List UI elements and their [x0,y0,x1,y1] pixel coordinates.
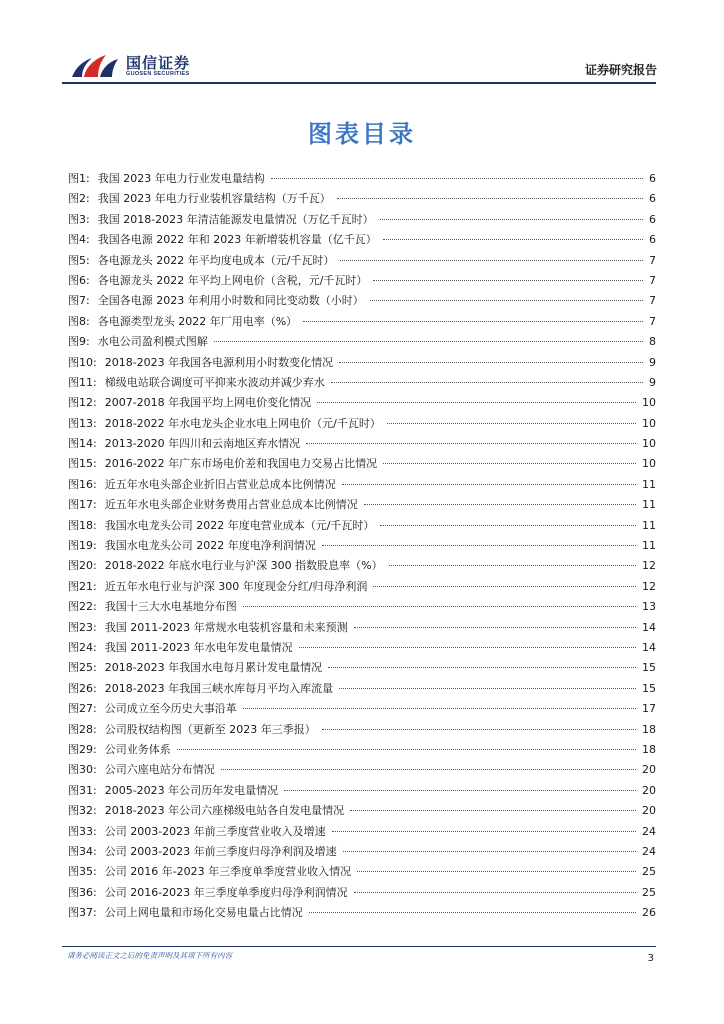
toc-entry-label: 图18: [68,518,97,532]
toc-entry-label: 图9: [68,335,90,349]
toc-dot-leader [373,279,643,281]
toc-entry-title: 我国 2011-2023 年水电年发电量情况 [104,640,293,654]
toc-entry-page: 7 [649,314,656,328]
toc-dot-leader [309,911,636,913]
toc-dot-leader [303,320,643,322]
toc-entry-title: 2018-2023 年我国各电源利用小时数变化情况 [104,355,334,369]
toc-dot-leader [221,768,636,770]
toc-entry[interactable] [68,577,656,597]
toc-entry[interactable] [68,720,656,740]
toc-entry-page: 10 [642,416,656,430]
footer-divider [62,946,656,947]
toc-entry-title: 我国各电源 2022 年和 2023 年新增装机容量（亿千瓦） [97,233,377,247]
toc-entry-title: 公司六座电站分布情况 [104,763,215,777]
toc-entry-page: 18 [642,742,656,756]
logo-chinese-text: 国信证券 [126,54,191,72]
toc-dot-leader [340,259,643,261]
toc-dot-leader [332,830,636,832]
toc-entry[interactable] [68,638,656,658]
toc-entry-title: 2018-2022 年水电龙头企业水电上网电价（元/千瓦时） [104,416,381,430]
toc-entry[interactable] [68,353,656,373]
toc-dot-leader [350,809,636,811]
toc-entry[interactable] [68,658,656,678]
toc-entry-page: 7 [649,253,656,267]
toc-entry-page: 17 [642,702,656,716]
toc-dot-leader [306,442,636,444]
page-number: 3 [647,953,654,964]
toc-entry-label: 图33: [68,824,97,838]
toc-entry-title: 公司 2016-2023 年三季度单季度归母净利润情况 [104,885,348,899]
toc-entry-label: 图14: [68,437,97,451]
report-type-label: 证券研究报告 [584,63,657,77]
toc-entry-label: 图21: [68,579,97,593]
toc-entry[interactable] [68,842,656,862]
toc-entry-page: 18 [642,722,656,736]
toc-dot-leader [322,728,636,730]
toc-dot-leader [328,666,636,668]
toc-dot-leader [357,870,636,872]
toc-entry[interactable] [68,475,656,495]
toc-entry-title: 我国水电龙头公司 2022 年度电营业成本（元/千瓦时） [104,518,375,532]
toc-entry-title: 2016-2022 年广东市场电价差和我国电力交易占比情况 [104,457,378,471]
toc-entry-label: 图15: [68,457,97,471]
toc-entry-page: 11 [642,539,656,553]
toc-entry-title: 梯级电站联合调度可平抑来水波动并减少弃水 [104,375,325,389]
toc-entry-title: 2005-2023 年公司历年发电量情况 [104,783,279,797]
toc-entry-label: 图34: [68,844,97,858]
toc-entry[interactable] [68,801,656,821]
toc-entry-page: 20 [642,763,656,777]
toc-entry-title: 近五年水电头部企业折旧占营业总成本比例情况 [104,477,336,491]
toc-entry-label: 图13: [68,416,97,430]
toc-entry[interactable] [68,883,656,903]
toc-dot-leader [214,340,643,342]
toc-entry-title: 水电公司盈利模式图解 [97,335,208,349]
toc-dot-leader [354,626,636,628]
toc-entry[interactable] [68,822,656,842]
toc-entry-page: 7 [649,294,656,308]
toc-entry-label: 图8: [68,314,90,328]
guosen-logo-mark-icon [70,50,122,80]
toc-entry-label: 图24: [68,640,97,654]
toc-entry[interactable] [68,434,656,454]
toc-entry-label: 图4: [68,233,90,247]
toc-entry-label: 图28: [68,722,97,736]
toc-entry-title: 公司股权结构图（更新至 2023 年三季报） [104,722,316,736]
toc-title: 图表目录 [308,120,416,148]
footer-disclaimer: 请务必阅读正文之后的免责声明及其项下所有内容 [67,951,232,960]
toc-entry[interactable] [68,210,656,230]
toc-entry[interactable] [68,556,656,576]
toc-entry-title: 近五年水电头部企业财务费用占营业总成本比例情况 [104,498,358,512]
toc-entry-title: 我国水电龙头公司 2022 年度电净利润情况 [104,539,316,553]
toc-entry[interactable] [68,189,656,209]
toc-entry-page: 7 [649,273,656,287]
toc-entry-page: 6 [649,172,656,185]
toc-entry-label: 图30: [68,763,97,777]
toc-entry-page: 12 [642,579,656,593]
toc-entry-page: 6 [649,233,656,247]
toc-entry[interactable] [68,781,656,801]
toc-entry-page: 13 [642,600,656,614]
toc-entry-page: 12 [642,559,656,573]
toc-entry-title: 2018-2022 年底水电行业与沪深 300 指数股息率（%） [104,559,383,573]
toc-entry-title: 2018-2023 年我国水电每月累计发电量情况 [104,661,323,675]
toc-entry-page: 25 [642,865,656,879]
toc-entry-label: 图10: [68,355,97,369]
toc-entry-title: 各电源类型龙头 2022 年厂用电率（%） [97,314,298,328]
toc-entry-label: 图35: [68,865,97,879]
toc-entry-page: 10 [642,396,656,410]
toc-entry-title: 公司 2016 年-2023 年三季度单季度营业收入情况 [104,865,352,879]
toc-dot-leader [284,789,636,791]
header-divider [62,82,656,84]
toc-dot-leader [370,299,643,301]
toc-entry-label: 图25: [68,661,97,675]
toc-entry-title: 2007-2018 年我国平均上网电价变化情况 [104,396,312,410]
toc-entry[interactable] [68,618,656,638]
toc-dot-leader [337,197,643,199]
toc-entry-page: 25 [642,885,656,899]
toc-entry-title: 公司成立至今历史大事沿革 [104,702,237,716]
toc-entry-title: 2018-2023 年我国三峡水库每月平均入库流量 [104,681,334,695]
toc-dot-leader [383,238,643,240]
toc-dot-leader [343,850,636,852]
toc-dot-leader [331,381,643,383]
toc-entry-title: 公司上网电量和市场化交易电量占比情况 [104,906,303,920]
toc-entry[interactable] [68,291,656,311]
toc-entry-page: 11 [642,498,656,512]
toc-dot-leader [177,748,636,750]
toc-dot-leader [243,707,636,709]
guosen-logo [70,50,210,82]
toc-entry-label: 图12: [68,396,97,410]
toc-entry-title: 2018-2023 年公司六座梯级电站各自发电量情况 [104,804,345,818]
toc-entry[interactable] [68,393,656,413]
toc-dot-leader [339,361,643,363]
toc-dot-leader [322,544,636,546]
toc-entry-title: 我国十三大水电基地分布图 [104,600,237,614]
toc-entry[interactable] [68,760,656,780]
toc-dot-leader [389,564,636,566]
toc-entry[interactable] [68,271,656,291]
logo-english-text: GUOSEN SECURITIES [126,71,190,77]
toc-entry[interactable] [68,679,656,699]
toc-entry[interactable] [68,312,656,332]
toc-entry-label: 图16: [68,477,97,491]
toc-entry-page: 15 [642,681,656,695]
toc-entry-title: 近五年水电行业与沪深 300 年度现金分红/归母净利润 [104,579,368,593]
toc-dot-leader [317,401,636,403]
toc-dot-leader [299,646,636,648]
toc-entry-page: 24 [642,824,656,838]
toc-entry-title: 全国各电源 2023 年利用小时数和同比变动数（小时） [97,294,364,308]
toc-entry-page: 9 [649,375,656,389]
toc-entry[interactable] [68,454,656,474]
toc-dot-leader [342,483,636,485]
toc-entry-title: 公司 2003-2023 年前三季度营业收入及增速 [104,824,326,838]
toc-entry[interactable] [68,230,656,250]
toc-entry-label: 图27: [68,702,97,716]
toc-entry-label: 图2: [68,192,90,206]
toc-entry-page: 8 [649,335,656,349]
toc-entry-title: 公司业务体系 [104,742,171,756]
toc-entry-label: 图5: [68,253,90,267]
toc-entry-label: 图3: [68,212,90,226]
toc-entry-label: 图6: [68,273,90,287]
toc-entry-label: 图1: [68,172,90,185]
toc-dot-leader [243,605,636,607]
toc-entry-page: 24 [642,844,656,858]
toc-entry-label: 图29: [68,742,97,756]
toc-entry-label: 图32: [68,804,97,818]
toc-entry-page: 6 [649,212,656,226]
toc-entry-title: 我国 2023 年电力行业发电量结构 [97,172,265,185]
toc-entry-title: 我国 2011-2023 年常规水电装机容量和未来预测 [104,620,348,634]
toc-entry-title: 各电源龙头 2022 年平均度电成本（元/千瓦时） [97,253,335,267]
toc-entry-label: 图19: [68,539,97,553]
toc-entry[interactable] [68,903,656,923]
toc-entry[interactable] [68,251,656,271]
toc-entry-title: 各电源龙头 2022 年平均上网电价（含税，元/千瓦时） [97,273,368,287]
toc-entry-title: 公司 2003-2023 年前三季度归母净利润及增速 [104,844,337,858]
toc-entry-title: 2013-2020 年四川和云南地区弃水情况 [104,437,301,451]
toc-list [68,169,656,923]
toc-entry[interactable] [68,169,656,189]
toc-entry-label: 图22: [68,600,97,614]
toc-entry-label: 图23: [68,620,97,634]
toc-dot-leader [380,218,643,220]
toc-entry-page: 14 [642,620,656,634]
toc-entry-page: 26 [642,906,656,920]
toc-entry-label: 图20: [68,559,97,573]
toc-entry[interactable] [68,495,656,515]
toc-dot-leader [364,503,636,505]
toc-dot-leader [373,585,636,587]
toc-entry-page: 10 [642,437,656,451]
toc-entry-label: 图37: [68,906,97,920]
toc-entry-label: 图36: [68,885,97,899]
toc-entry[interactable] [68,597,656,617]
toc-entry[interactable] [68,740,656,760]
toc-dot-leader [380,524,636,526]
toc-dot-leader [271,177,643,179]
toc-entry-page: 14 [642,640,656,654]
toc-entry-page: 11 [642,518,656,532]
toc-entry[interactable] [68,862,656,882]
toc-entry-title: 我国 2018-2023 年清洁能源发电量情况（万亿千瓦时） [97,212,374,226]
toc-entry[interactable] [68,414,656,434]
toc-entry[interactable] [68,332,656,352]
toc-dot-leader [339,687,636,689]
toc-entry-page: 15 [642,661,656,675]
toc-dot-leader [354,891,636,893]
toc-entry[interactable] [68,516,656,536]
toc-entry-page: 20 [642,804,656,818]
toc-entry-page: 20 [642,783,656,797]
toc-dot-leader [383,462,636,464]
toc-entry-title: 我国 2023 年电力行业装机容量结构（万千瓦） [97,192,331,206]
toc-entry-label: 图31: [68,783,97,797]
toc-entry[interactable] [68,373,656,393]
toc-entry-label: 图26: [68,681,97,695]
toc-entry[interactable] [68,536,656,556]
toc-entry-page: 9 [649,355,656,369]
toc-entry[interactable] [68,699,656,719]
toc-entry-label: 图17: [68,498,97,512]
toc-entry-label: 图11: [68,375,97,389]
page-header [0,0,724,84]
toc-entry-page: 6 [649,192,656,206]
toc-dot-leader [387,422,636,424]
toc-entry-label: 图7: [68,294,90,308]
toc-entry-page: 10 [642,457,656,471]
toc-entry-page: 11 [642,477,656,491]
